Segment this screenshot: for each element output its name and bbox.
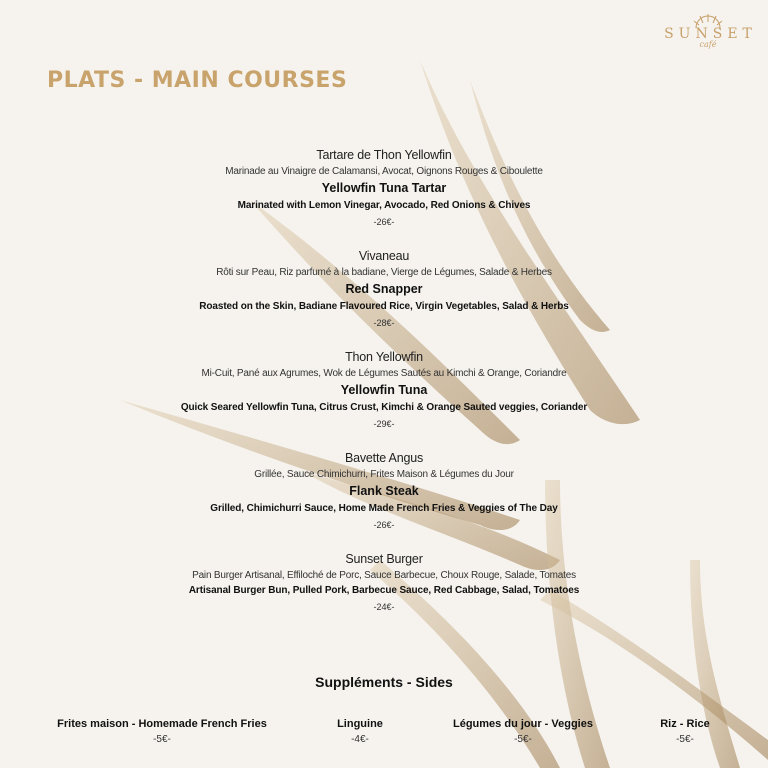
dish-french-name: Vivaneau <box>358 249 410 263</box>
dish-english-name: Yellowfin Tuna <box>340 383 428 397</box>
side-price: -5€- <box>676 734 694 745</box>
dish-english-description: Grilled, Chimichurri Sauce, Home Made French Fries & Veggies of The Day <box>210 503 558 514</box>
dish-item <box>0 449 768 533</box>
side-price: -4€- <box>351 734 369 745</box>
brand-name: SUNSET <box>664 26 757 42</box>
dish-english-name: Yellowfin Tuna Tartar <box>321 181 447 195</box>
dish-french-description: Marinade au Vinaigre de Calamansi, Avocat, Oignons Rouges & Ciboulette <box>225 166 543 177</box>
side-name: Frites maison - Homemade French Fries <box>57 718 267 730</box>
page-title: PLATS - MAIN COURSES <box>47 68 348 93</box>
side-price: -5€- <box>153 734 171 745</box>
dish-french-name: Sunset Burger <box>345 552 423 566</box>
dish-english-name: Flank Steak <box>349 484 419 498</box>
dish-french-name: Thon Yellowfin <box>345 350 423 364</box>
dish-french-description: Mi-Cuit, Pané aux Agrumes, Wok de Légumes Sautés au Kimchi & Orange, Coriandre <box>201 368 567 379</box>
dish-item <box>0 348 768 432</box>
side-price: -5€- <box>514 734 532 745</box>
dish-english-description: Artisanal Burger Bun, Pulled Pork, Barbecue Sauce, Red Cabbage, Salad, Tomatoes <box>188 585 580 596</box>
dish-price: -26€- <box>373 217 395 227</box>
dish-list <box>0 146 768 632</box>
side-item <box>640 716 730 748</box>
side-item <box>310 716 410 748</box>
side-name: Linguine <box>337 718 383 730</box>
side-name: Légumes du jour - Veggies <box>453 718 593 730</box>
dish-english-name: Red Snapper <box>345 282 423 296</box>
side-item <box>438 716 608 748</box>
dish-item <box>0 550 768 615</box>
dish-price: -26€- <box>373 520 395 530</box>
dish-french-description: Grillée, Sauce Chimichurri, Frites Maison & Légumes du Jour <box>254 469 514 480</box>
side-name: Riz - Rice <box>660 718 710 730</box>
dish-item <box>0 146 768 230</box>
dish-french-description: Pain Burger Artisanal, Effiloché de Porc, Sauce Barbecue, Choux Rouge, Salade, Tomates <box>192 570 576 581</box>
brand-sub: café <box>699 40 717 49</box>
dish-english-description: Quick Seared Yellowfin Tuna, Citrus Crust, Kimchi & Orange Sauted veggies, Coriander <box>180 402 588 413</box>
dish-french-name: Bavette Angus <box>344 451 423 465</box>
dish-price: -29€- <box>373 419 395 429</box>
brand-logo <box>658 12 758 72</box>
dish-english-description: Marinated with Lemon Vinegar, Avocado, Red Onions & Chives <box>237 200 531 211</box>
dish-french-description: Rôti sur Peau, Riz parfumé à la badiane, Vierge de Légumes, Salade & Herbes <box>216 267 552 278</box>
dish-item <box>0 247 768 331</box>
dish-price: -28€- <box>373 318 395 328</box>
side-item <box>42 716 282 748</box>
dish-price: -24€- <box>373 602 395 612</box>
dish-english-description: Roasted on the Skin, Badiane Flavoured Rice, Virgin Vegetables, Salad & Herbs <box>199 301 569 312</box>
dish-french-name: Tartare de Thon Yellowfin <box>316 148 452 162</box>
sides-title: Suppléments - Sides <box>315 674 453 690</box>
